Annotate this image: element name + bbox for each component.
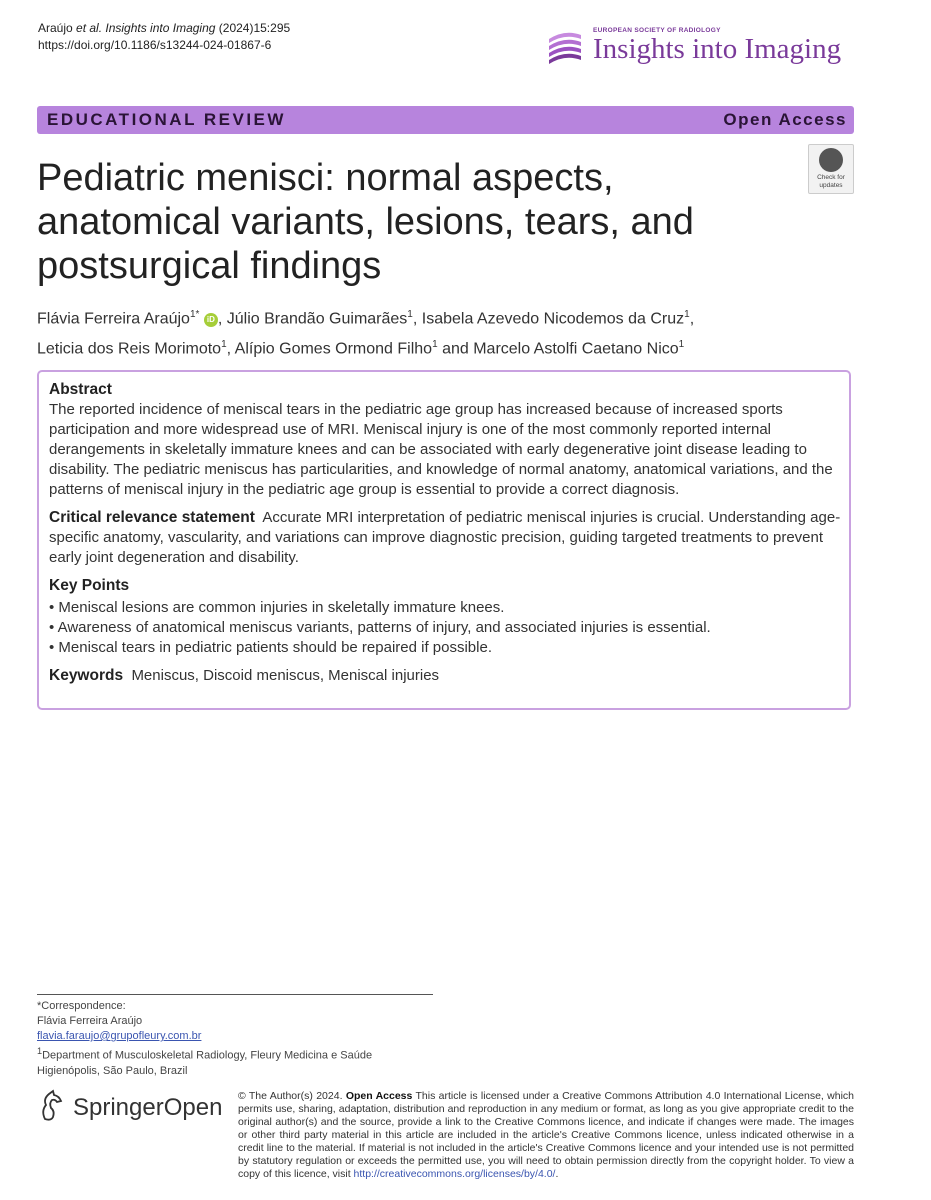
citation-year: (2024)15:295 <box>215 21 291 35</box>
check-updates-icon <box>819 148 843 172</box>
citation-journal: et al. Insights into Imaging <box>72 21 216 35</box>
correspondence-label: *Correspondence: <box>37 1000 126 1012</box>
publisher-name: SpringerOpen <box>73 1094 223 1121</box>
author-affil-sup: 1 <box>407 309 413 320</box>
article-type-banner <box>37 106 854 134</box>
author-name: , Alípio Gomes Ormond Filho <box>226 340 433 358</box>
author-name: Flávia Ferreira Araújo <box>37 310 190 328</box>
footnote-divider <box>37 994 433 995</box>
author-affil-sup: 1 <box>678 339 685 351</box>
author-affil-sup: 1 <box>432 339 438 351</box>
key-point-item: • Meniscal lesions are common injuries in skeletally immature knees. <box>49 599 505 616</box>
journal-society: EUROPEAN SOCIETY OF RADIOLOGY <box>593 27 721 34</box>
critical-relevance-heading: Critical relevance statement <box>49 509 255 526</box>
abstract-text: The reported incidence of meniscal tears in the pediatric age group has increased because of increased sports participation and more widespread use of MRI. Meniscal injury is one of the most commonly reported internal derangements in skeletally immature knees and can be associated with early degenerative joint disease leading to disability. The pediatric meniscus has particularities, and knowledge of normal anatomy, anatomical variations, and the patterns of meniscal injury in the pediatric age group is essential to provide a correct diagnosis. <box>49 401 833 498</box>
abstract-heading: Abstract <box>49 381 112 398</box>
correspondence-email-link[interactable]: flavia.faraujo@grupofleury.com.br <box>37 1030 202 1042</box>
correspondence-block <box>37 999 372 1079</box>
journal-logo-icon <box>545 29 585 69</box>
critical-relevance-text: Accurate MRI interpretation of pediatric meniscal injuries is crucial. Understanding age-specific anatomy, vascularity, and variations can improve diagnostic precision, guiding targeted treatments to prevent early joint degeneration and disability. <box>49 509 841 566</box>
citation-author: Araújo <box>38 21 73 35</box>
affiliation-line-1 <box>37 1044 372 1064</box>
author-name: and Marcelo Astolfi Caetano Nico <box>437 340 679 358</box>
citation-line <box>38 20 290 37</box>
author-affil-sup: 1 <box>684 309 690 320</box>
license-body: This article is licensed under a Creative Commons Attribution 4.0 International License, which permits use, sharing, adaptation, distribution and reproduction in any medium or format, as long as you give appropriate credit to the original author(s) and the source, provide a link to the Creative Commons licence, and indicate if changes were made. The images or other third party material in this article are included in the article's Creative Commons licence, unless indicated otherwise in a credit line to the material. If material is not included in the article's Creative Commons licence and your intended use is not permitted by statutory regulation or exceeds the permitted use, you will need to obtain permission directly from the copyright holder. To view a copy of this licence, visit <box>238 1090 854 1180</box>
open-access-label: Open Access <box>723 110 847 129</box>
author-list <box>37 302 867 363</box>
author-name: , Isabela Azevedo Nicodemos da Cruz <box>412 310 685 328</box>
license-open-access: Open Access <box>345 1090 413 1102</box>
affiliation-text: Department of Musculoskeletal Radiology, Fleury Medicina e Saúde <box>42 1049 373 1062</box>
article-type: EDUCATIONAL REVIEW <box>47 110 286 129</box>
keywords-paragraph <box>49 666 841 686</box>
check-updates-text <box>809 174 853 190</box>
keywords-heading: Keywords <box>49 667 124 684</box>
key-point-item: • Meniscal tears in pediatric patients should be repaired if possible. <box>49 639 492 656</box>
journal-name: Insights into Imaging <box>593 33 842 65</box>
affil-sup: 1 <box>37 1046 43 1056</box>
author-affil-sup: 1* <box>189 309 200 320</box>
key-points-list <box>49 598 841 658</box>
keywords-text: Meniscus, Discoid meniscus, Meniscal injuries <box>131 667 440 684</box>
abstract-box <box>37 370 851 710</box>
check-updates-line2: updates <box>819 182 843 189</box>
citation-header <box>38 20 290 54</box>
check-updates-line1: Check for <box>817 174 845 181</box>
article-title: Pediatric menisci: normal aspects, anatomical variants, lesions, tears, and postsurgical findings <box>37 157 694 287</box>
orcid-icon[interactable]: iD <box>204 313 218 327</box>
doi-link[interactable]: https://doi.org/10.1186/s13244-024-01867-6 <box>38 38 272 52</box>
author-name: , Júlio Brandão Guimarães <box>217 310 408 328</box>
license-end: . <box>555 1168 559 1180</box>
license-text <box>238 1090 854 1181</box>
springer-open-logo <box>37 1089 237 1129</box>
author-affil-sup: 1 <box>221 339 227 351</box>
authors-line-2 <box>37 332 867 362</box>
authors-line-1: Flávia Ferreira Araújo$^{1*}$ iD , Júlio Brandão Guimarães$^1$, Isabela Azevedo Nicodemos da Cruz$^1$, <box>37 309 695 328</box>
key-points-heading: Key Points <box>49 577 130 594</box>
affiliation-line-2: Higienópolis, São Paulo, Brazil <box>37 1064 188 1077</box>
check-for-updates-badge[interactable] <box>808 144 854 194</box>
springer-horse-icon <box>37 1089 67 1123</box>
license-url-link[interactable]: http://creativecommons.org/licenses/by/4.0/ <box>353 1168 556 1180</box>
journal-logo <box>545 27 855 72</box>
license-copyright: © The Author(s) 2024. <box>238 1090 346 1102</box>
correspondence-name: Flávia Ferreira Araújo <box>37 1015 143 1027</box>
author-name: Leticia dos Reis Morimoto <box>37 340 222 358</box>
key-point-item: • Awareness of anatomical meniscus variants, patterns of injury, and associated injuries is essential. <box>49 619 711 636</box>
critical-relevance-paragraph <box>49 508 841 568</box>
